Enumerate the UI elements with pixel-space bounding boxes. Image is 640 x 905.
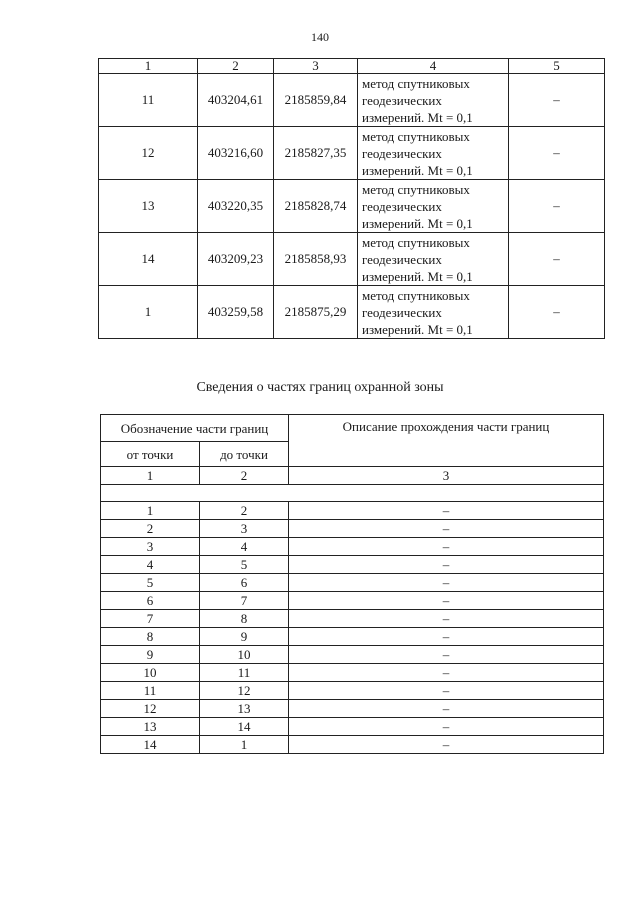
to-point: 2 <box>200 502 289 520</box>
coordinates-row <box>99 127 605 180</box>
coordinate-x: 403259,58 <box>198 286 274 339</box>
coordinate-y: 2185875,29 <box>274 286 358 339</box>
boundary-description: – <box>289 646 604 664</box>
from-point: 8 <box>101 628 200 646</box>
boundary-description: – <box>289 610 604 628</box>
coordinates-row <box>99 74 605 127</box>
from-point: 14 <box>101 736 200 754</box>
method-line: метод спутниковых <box>362 181 470 197</box>
boundary-description: – <box>289 736 604 754</box>
to-point: 13 <box>200 700 289 718</box>
boundary-row <box>101 628 604 646</box>
to-point: 8 <box>200 610 289 628</box>
coordinates-row <box>99 286 605 339</box>
boundary-designation-header: Обозначение части границ <box>101 415 289 442</box>
from-point: 10 <box>101 664 200 682</box>
boundary-description: – <box>289 664 604 682</box>
from-point-header: от точки <box>101 442 200 467</box>
point-note: – <box>509 127 605 180</box>
measurement-method <box>358 127 509 180</box>
coordinate-x: 403216,60 <box>198 127 274 180</box>
method-line: геодезических <box>362 145 442 161</box>
boundary-description: – <box>289 718 604 736</box>
boundary-row <box>101 538 604 556</box>
coordinate-y: 2185858,93 <box>274 233 358 286</box>
point-note: – <box>509 74 605 127</box>
coordinate-x: 403204,61 <box>198 74 274 127</box>
to-point: 4 <box>200 538 289 556</box>
to-point: 5 <box>200 556 289 574</box>
coordinates-header-row <box>99 59 605 74</box>
from-point: 9 <box>101 646 200 664</box>
method-line: геодезических <box>362 198 442 214</box>
point-number: 11 <box>99 74 198 127</box>
boundary-description: – <box>289 556 604 574</box>
boundary-description-header: Описание прохождения части границ <box>289 415 604 467</box>
to-point: 6 <box>200 574 289 592</box>
boundary-row <box>101 682 604 700</box>
boundary-row <box>101 574 604 592</box>
to-point: 12 <box>200 682 289 700</box>
boundary-row <box>101 700 604 718</box>
coordinates-row <box>99 233 605 286</box>
coordinate-y: 2185828,74 <box>274 180 358 233</box>
boundary-description: – <box>289 538 604 556</box>
coordinates-header-cell: 5 <box>509 59 605 74</box>
boundary-row <box>101 520 604 538</box>
from-point: 1 <box>101 502 200 520</box>
boundary-numbering-row <box>101 467 604 485</box>
from-point: 5 <box>101 574 200 592</box>
boundary-row <box>101 610 604 628</box>
method-line: измерений. Mt = 0,1 <box>362 109 473 125</box>
to-point: 9 <box>200 628 289 646</box>
point-number: 1 <box>99 286 198 339</box>
method-line: измерений. Mt = 0,1 <box>362 162 473 178</box>
method-line: метод спутниковых <box>362 128 470 144</box>
boundary-row <box>101 736 604 754</box>
method-line: измерений. Mt = 0,1 <box>362 268 473 284</box>
boundary-description: – <box>289 700 604 718</box>
coordinates-header-cell: 3 <box>274 59 358 74</box>
method-line: метод спутниковых <box>362 234 470 250</box>
boundary-row <box>101 646 604 664</box>
boundary-description: – <box>289 628 604 646</box>
numbering-cell: 1 <box>101 467 200 485</box>
to-point: 14 <box>200 718 289 736</box>
boundary-row <box>101 592 604 610</box>
coordinates-header-cell: 4 <box>358 59 509 74</box>
coordinates-table <box>98 58 605 339</box>
method-line: геодезических <box>362 92 442 108</box>
from-point: 3 <box>101 538 200 556</box>
coordinate-y: 2185859,84 <box>274 74 358 127</box>
coordinate-y: 2185827,35 <box>274 127 358 180</box>
method-line: метод спутниковых <box>362 75 470 91</box>
boundary-row <box>101 502 604 520</box>
boundary-header-row <box>101 415 604 442</box>
boundary-description: – <box>289 520 604 538</box>
to-point-header: до точки <box>200 442 289 467</box>
method-line: измерений. Mt = 0,1 <box>362 215 473 231</box>
blank-cell <box>101 485 604 502</box>
from-point: 13 <box>101 718 200 736</box>
to-point: 11 <box>200 664 289 682</box>
boundary-row <box>101 664 604 682</box>
point-note: – <box>509 233 605 286</box>
boundary-blank-row <box>101 485 604 502</box>
from-point: 7 <box>101 610 200 628</box>
to-point: 10 <box>200 646 289 664</box>
method-line: метод спутниковых <box>362 287 470 303</box>
coordinates-row <box>99 180 605 233</box>
boundary-description: – <box>289 574 604 592</box>
boundary-description: – <box>289 502 604 520</box>
to-point: 7 <box>200 592 289 610</box>
boundary-parts-table <box>100 414 604 754</box>
measurement-method <box>358 180 509 233</box>
from-point: 6 <box>101 592 200 610</box>
coordinates-header-cell: 1 <box>99 59 198 74</box>
section-title: Сведения о частях границ охранной зоны <box>196 380 444 395</box>
method-line: геодезических <box>362 304 442 320</box>
measurement-method <box>358 233 509 286</box>
numbering-cell: 3 <box>289 467 604 485</box>
from-point: 12 <box>101 700 200 718</box>
coordinate-x: 403220,35 <box>198 180 274 233</box>
to-point: 3 <box>200 520 289 538</box>
method-line: измерений. Mt = 0,1 <box>362 321 473 337</box>
from-point: 4 <box>101 556 200 574</box>
point-number: 14 <box>99 233 198 286</box>
coordinates-header-cell: 2 <box>198 59 274 74</box>
measurement-method <box>358 286 509 339</box>
measurement-method <box>358 74 509 127</box>
page-number: 140 <box>311 30 329 44</box>
to-point: 1 <box>200 736 289 754</box>
point-note: – <box>509 180 605 233</box>
point-note: – <box>509 286 605 339</box>
from-point: 2 <box>101 520 200 538</box>
boundary-row <box>101 718 604 736</box>
point-number: 13 <box>99 180 198 233</box>
point-number: 12 <box>99 127 198 180</box>
coordinate-x: 403209,23 <box>198 233 274 286</box>
boundary-description: – <box>289 682 604 700</box>
from-point: 11 <box>101 682 200 700</box>
numbering-cell: 2 <box>200 467 289 485</box>
method-line: геодезических <box>362 251 442 267</box>
boundary-description: – <box>289 592 604 610</box>
boundary-row <box>101 556 604 574</box>
